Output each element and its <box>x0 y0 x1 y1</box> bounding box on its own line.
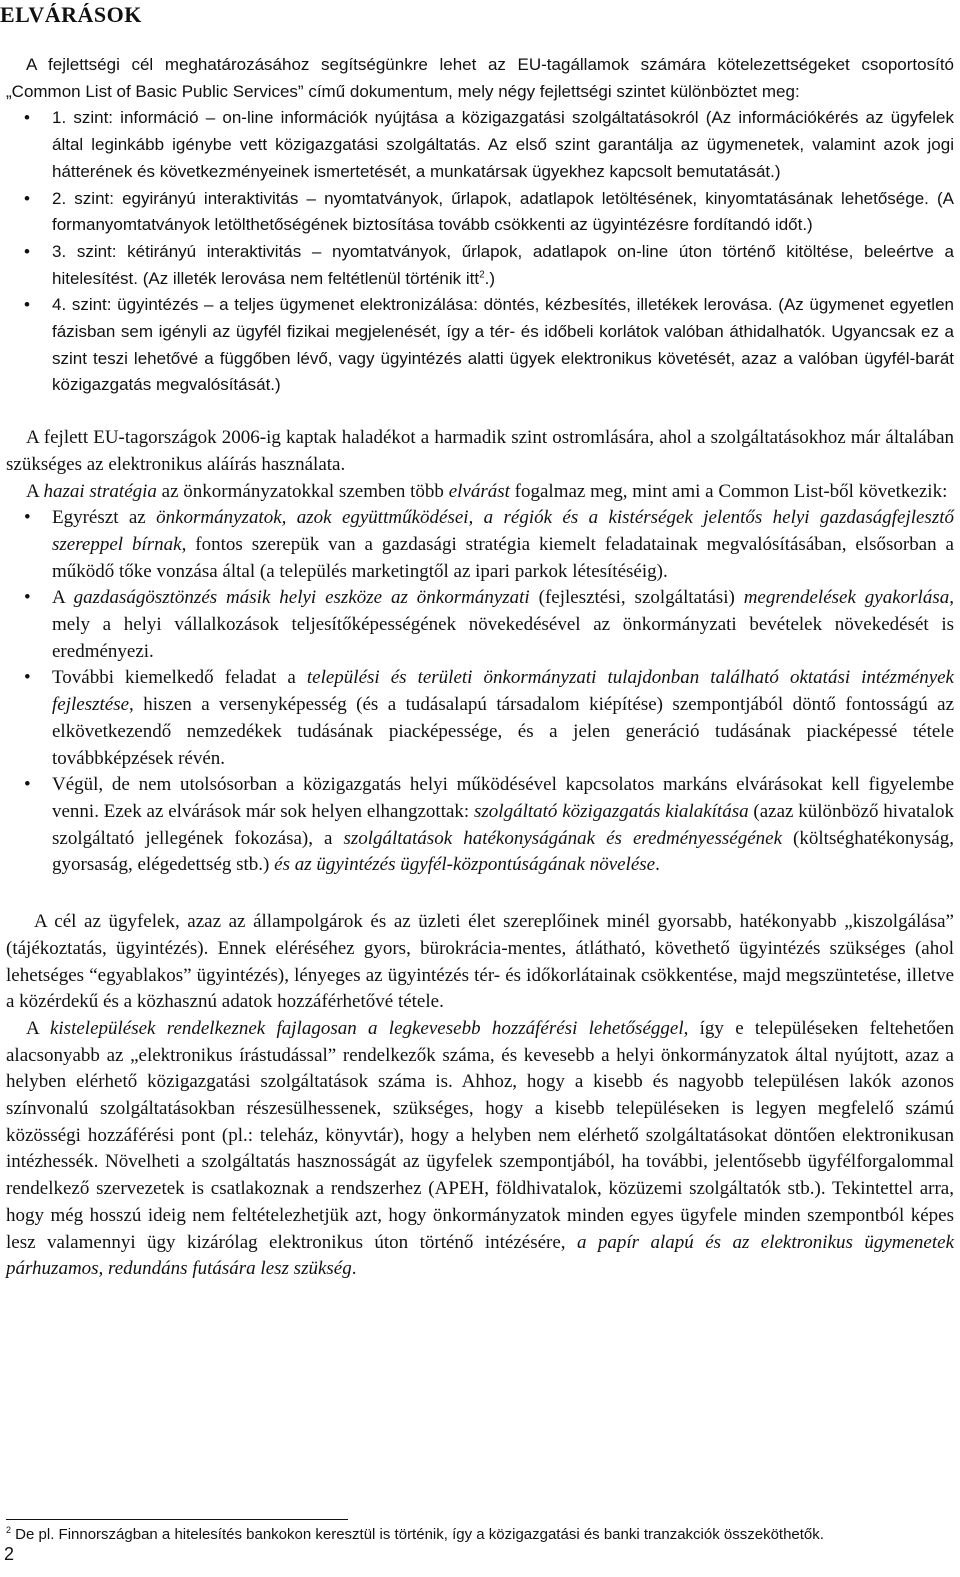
level-item-4: • 4. szint: ügyintézés – a teljes ügymenet elektronizálása: döntés, kézbesítés, illetékek lerovása. (Az ügymenet egyetlen fázisban sem igényli az ügyfél fizikai megjelenését, így a tér- és időbeli korlátok valóban áthidalhatók. Ugyancsak ez a szint teszi lehetővé a függőben lévő, vagy ügyintézés alatti ügyek elektronikus követését, azaz a valóban ügyfél-barát közigazgatás megvalósítását.) <box>6 292 954 399</box>
strategy-paragraph: A hazai stratégia az önkormányzatokkal szemben több elvárást fogalmaz meg, mint ami a Common List-ből következik: <box>26 480 948 502</box>
expectation-item-2: • A gazdaságösztönzés másik helyi eszköze az önkormányzati (fejlesztési, szolgáltatási) megrendelések gyakorlása, mely a helyi vállalkozások teljesítőképességének növekedésével az önkormányzati bevételek növekedését is eredményezi. <box>6 585 954 665</box>
footnote-divider <box>6 1519 348 1520</box>
expectation-item-3: • További kiemelkedő feladat a települési és területi önkormányzati tulajdonban található oktatási intézmények fejlesztése, hiszen a versenyképesség (és a tudásalapú társadalom kiépítése) szempontjából döntő fontosságú az elkövetkezendő nemzedékek tudásának piacképessége, és a jelen generáció tudásának piacképessé tétele továbbképzések révén. <box>6 665 954 772</box>
level-item-1: • 1. szint: információ – on-line információk nyújtása a közigazgatási szolgáltatásokról (Az információkérés az ügyfelek által leginkább igénybe vett közigazgatási szolgáltatás. Az első szint garantálja az ügymenetek, valamint azok jogi hátterének és következményeinek ismertetését, a munkatársak ügyekhez kapcsolt bemutatását.) <box>6 105 954 185</box>
document-body <box>6 52 954 1283</box>
level-item-3: • 3. szint: kétirányú interaktivitás – nyomtatványok, űrlapok, adatlapok on-line úton történő kitöltése, beleértve a hitelesítést. (Az illeték lerovása nem feltétlenül történik itt$^2$.) <box>6 239 954 292</box>
expectations-list <box>6 505 954 879</box>
footnote <box>6 1526 954 1543</box>
expectation-item-1: • Egyrészt az önkormányzatok, azok együttműködései, a régiók és a kistérségek jelentős helyi gazdaságfejlesztő szereppel bírnak, fontos szerepük van a gazdasági stratégia kiemelt feladatainak megvalósításában, elsősorban a működő tőke vonzása által (a település marketingtől az ipari parkok létesítéséig). <box>6 505 954 585</box>
levels-list <box>6 105 954 399</box>
intro-paragraph: A fejlettségi cél meghatározásához segítségünkre lehet az EU-tagállamok számára kötelezettségeket csoportosító „Common List of Basic Public Services” című dokumentum, mely négy fejlettségi szintet különböztet meg: <box>6 55 954 101</box>
page-number: 2 <box>4 1544 15 1564</box>
eu-paragraph: A fejlett EU-tagországok 2006-ig kaptak haladékot a harmadik szint ostromlására, ahol a szolgáltatásokhoz már általában szükséges az elektronikus aláírás használata. <box>6 427 954 475</box>
expectation-item-4: • Végül, de nem utolsósorban a közigazgatás helyi működésével kapcsolatos markáns elvárásokat kell figyelembe venni. Ezek az elvárások már sok helyen elhangzottak: szolgáltató közigazgatás kialakítása (azaz különböző hivatalok szolgáltató jellegének fokozása), a szolgáltatások hatékonyságának és eredményességének (költséghatékonyság, gyorsaság, elégedettség stb.) és az ügyintézés ügyfél-központúságának növelése. <box>6 772 954 879</box>
footnote-text: De pl. Finnországban a hitelesítés bankokon keresztül is történik, így a közigazgatási és banki tranzakciók összeköthetők. <box>11 1526 824 1543</box>
section-title: ELVÁRÁSOK <box>0 2 142 27</box>
goal-paragraph: A cél az ügyfelek, azaz az állampolgárok és az üzleti élet szereplőinek minél gyorsabb, hatékonyabb „kiszolgálása” (tájékoztatás, ügyintézés). Ennek eléréséhez gyors, bürokrácia-mentes, átlátható, követhető ügyintézés szükséges (ahol lehetséges “egyablakos” ügyintézés), lényeges az ügyintézés tér- és időkorlátainak csökkentése, majd megszüntetése, illetve a közérdekű és a közhasznú adatok hozzáférhetővé tétele. <box>6 911 954 1013</box>
small-settlements-paragraph: A kistelepülések rendelkeznek fajlagosan a legkevesebb hozzáférési lehetőséggel, így e településeken feltehetően alacsonyabb az „elektronikus írástudással” rendelkezők száma, és kevesebb a helyi önkormányzatok által nyújtott, azaz a helyben elérhető közigazgatási szolgáltatások száma is. Ahhoz, hogy a kisebb és nagyobb településen lakók azonos színvonalú szolgáltatásokban részesülhessenek, szükséges, hogy a kisebb településeken is legyen megfelelő számú közösségi hozzáférési pont (pl.: teleház, könyvtár), hogy a helyben nem elérhető szolgáltatásokat döntően elektronikusan intézhessék. Növelheti a szolgáltatás hasznosságát az ügyfelek szempontjából, ha további, jelentősebb ügyfélforgalommal rendelkező szervezetek is csatlakoznak a rendszerhez (APEH, földhivatalok, közüzemi szolgáltatók stb.). Tekintettel arra, hogy még hosszú ideig nem feltételezhetjük azt, hogy önkormányzatok minden egyes ügyfele minden szempontból képes lesz valamennyi ügy kizárólag elektronikus úton történő intézésére, a papír alapú és az elektronikus ügymenetek párhuzamos, redundáns futására lesz szükség. <box>6 1017 954 1280</box>
level-item-2: • 2. szint: egyirányú interaktivitás – nyomtatványok, űrlapok, adatlapok letöltésének, kinyomtatásának lehetősége. (A formanyomtatványok letölthetőségének biztosítása tovább csökkenti az ügyintézésre fordítandó időt.) <box>6 186 954 239</box>
footnote-number: 2 <box>6 1525 12 1535</box>
footnote-ref: 2 <box>479 268 485 280</box>
